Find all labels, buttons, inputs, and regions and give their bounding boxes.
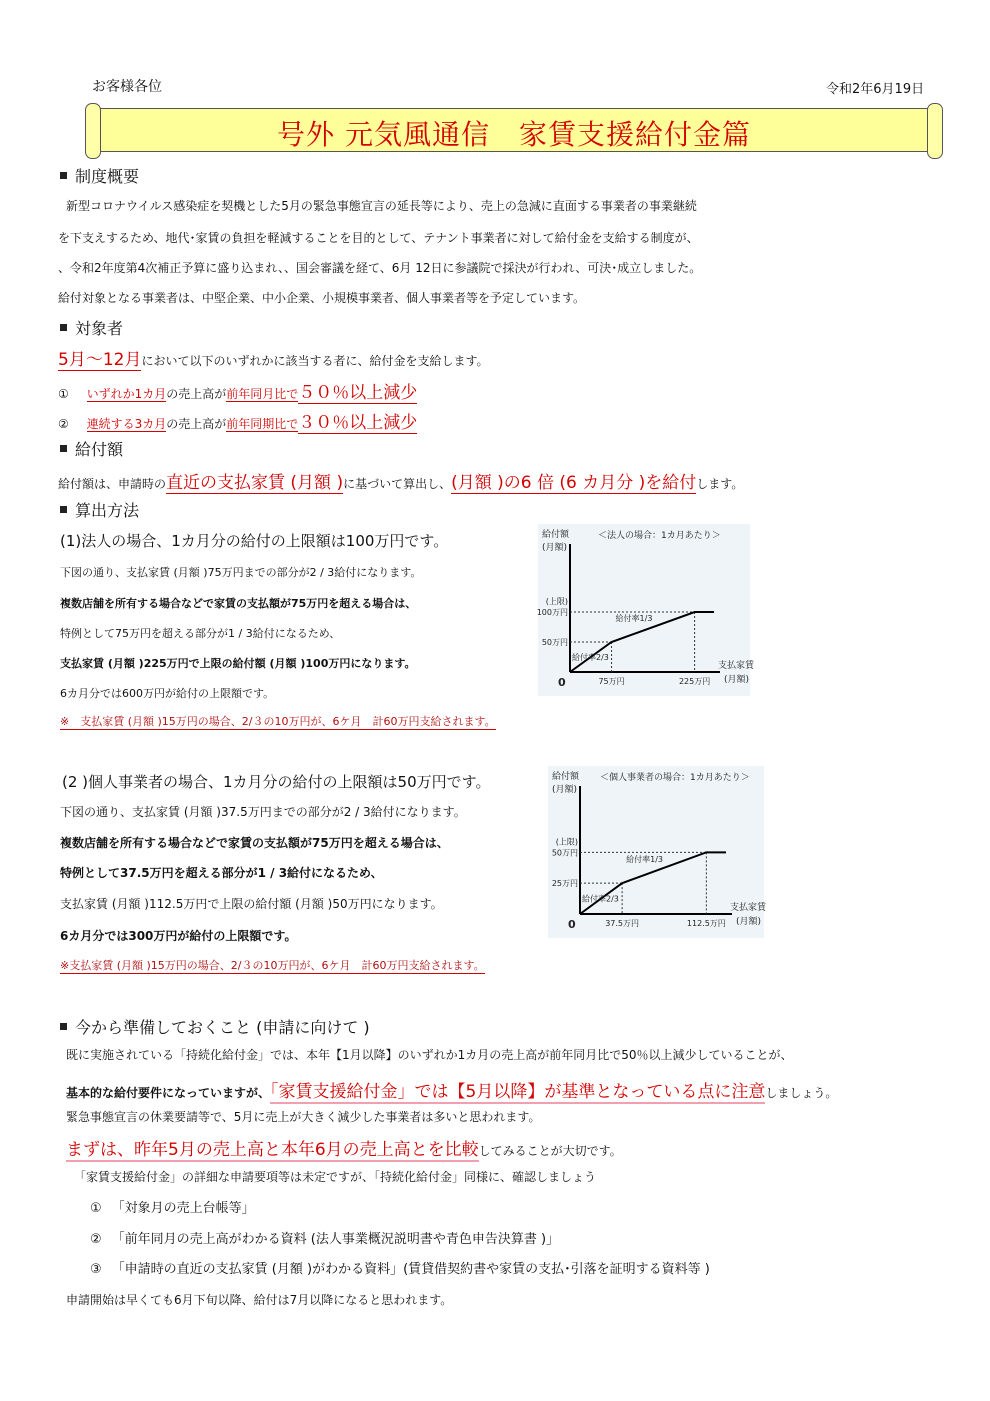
prep-line-3: 緊急事態宣言の休業要請等で、5月に売上が大きく減少した事業者は多いと思われます。 (66, 1110, 541, 1124)
bullet-icon (60, 172, 67, 179)
chart-xtick-high: 112.5万円 (686, 919, 726, 928)
chart-annotation-low: 給付率2/3 (582, 894, 619, 904)
prep-highlight-may: 「家賃支援給付金」では【5月以降】が基準となっている点に注意 (270, 1082, 766, 1102)
chart-ytick-low: 25万円 (551, 879, 578, 889)
checklist-item-1 (90, 1197, 255, 1216)
prep-line-4b: してみることが大切です。 (478, 1144, 622, 1158)
chart-ytick-high: 100万円 (536, 608, 568, 617)
prep-line-2c: しましょう。 (765, 1086, 838, 1100)
checklist-text-3: 「申請時の直近の支払家賃 (月額 )がわかる資料」(賃貸借契約書や家賃の支払･引落を証明する資料等 ) (111, 1262, 710, 1277)
chart-ylabel: 給付額 (552, 772, 580, 782)
chart-ylabel-unit: (月額) (542, 543, 568, 553)
chart-xtick-low: 37.5万円 (605, 919, 640, 928)
corp-note: ※ 支払家賃 (月額 )15万円の場合、2/３の10万円が、6ケ月 計60万円支給されます。 (60, 715, 496, 728)
bullet-icon (60, 324, 67, 331)
section-heading-calculation: 算出方法 (60, 498, 139, 521)
amount-text-a: 給付額は、申請時の (58, 477, 167, 491)
page-title: 号外 元気風通信 家賃支援給付金篇 (277, 118, 751, 151)
corp-title: (1)法人の場合、1カ月分の給付の上限額は100万円です。 (60, 532, 449, 550)
prep-line-5: 「家賃支援給付金」の詳細な申請要項等は未定ですが、「持続化給付金」同様に、確認しましょう (74, 1170, 597, 1184)
item1-threshold: ５０％以上減少 (298, 383, 418, 403)
checklist-item-3 (90, 1258, 710, 1277)
chart-ytick-low: 50万円 (541, 638, 568, 647)
chart-individual (548, 766, 767, 938)
item1-compare: 前年同月比で (226, 387, 299, 401)
indiv-note: ※支払家賃 (月額 )15万円の場合、2/３の10万円が、6ケ月 計60万円支給されます。 (60, 959, 485, 972)
corp-line-3: 特例として75万円を超える部分が1 / 3給付になるため、 (60, 627, 341, 640)
prep-line-2a: 基本的な給付要件になっていますが、 (66, 1086, 271, 1100)
item-number: ② (58, 417, 69, 431)
indiv-line-2: 複数店舗を所有する場合などで家賃の支払額が75万円を超える場合は、 (60, 836, 449, 850)
eligibility-period: 5月～12月 (58, 350, 142, 370)
chart-xlabel: 支払家賃 (730, 903, 767, 913)
corp-line-2: 複数店舗を所有する場合などで家賃の支払額が75万円を超える場合は、 (60, 597, 417, 610)
bullet-icon (60, 445, 67, 452)
chart-xlabel: 支払家賃 (718, 661, 755, 671)
indiv-line-5: 6カ月分では300万円が給付の上限額です。 (60, 929, 297, 943)
prep-line-2 (66, 1077, 837, 1102)
indiv-line-1: 下図の通り、支払家賃 (月額 )37.5万円までの部分が2 / 3給付になります。 (60, 805, 466, 819)
chart-title: ＜個人事業者の場合：1カ月あたり＞ (600, 773, 750, 783)
chart-ylabel-unit: (月額) (552, 785, 578, 795)
item-number: ① (90, 1201, 102, 1216)
chart-title: ＜法人の場合：1カ月あたり＞ (598, 531, 721, 541)
addressee: お客様各位 (92, 79, 162, 95)
chart-individual-svg (548, 766, 767, 938)
indiv-line-3: 特例として37.5万円を超える部分が1 / 3給付になるため、 (60, 866, 383, 880)
prep-line-1: 既に実施されている「持続化給付金」では、本年【1月以降】のいずれか1カ月の売上高が前年同月比で50％以上減少していることが、 (66, 1048, 793, 1062)
document-date: 令和2年6月19日 (826, 82, 925, 97)
item2-text: の売上高が (166, 417, 227, 431)
chart-xtick-high: 225万円 (678, 677, 711, 686)
chart-xlabel-unit: (月額) (736, 917, 762, 927)
amount-text-c: に基づいて算出し、 (343, 477, 452, 491)
prep-line-6: 申請開始は早くても6月下旬以降、給付は7月以降になると思われます。 (66, 1293, 453, 1307)
checklist-item-2 (90, 1228, 559, 1247)
prep-line-4 (66, 1135, 622, 1160)
overview-line-3: 、令和2年度第4次補正予算に盛り込まれ、、国会審議を経て、6月 12日に参議院で採決が行われ、可決･成立しました。 (58, 261, 702, 275)
indiv-title: (2 )個人事業者の場合、1カ月分の給付の上限額は50万円です。 (62, 773, 491, 791)
section-heading-preparation: 今から準備しておくこと (申請に向けて ) (60, 1015, 370, 1038)
corp-line-1: 下図の通り、支払家賃 (月額 )75万円までの部分が2 / 3給付になります。 (60, 566, 422, 579)
item-number: ③ (90, 1262, 102, 1277)
chart-annotation-low: 給付率2/3 (572, 653, 609, 662)
item1-period: いずれか1カ月 (86, 387, 167, 401)
chart-cap-label: (上限) (545, 597, 568, 606)
chart-annotation-high: 給付率1/3 (626, 854, 663, 864)
chart-origin: 0 (558, 676, 566, 689)
amount-line (58, 468, 743, 493)
prep-highlight-compare: まずは、昨年5月の売上高と本年6月の売上高とを比較 (66, 1140, 479, 1160)
item-number: ② (90, 1232, 102, 1247)
section-heading-overview: 制度概要 (60, 164, 139, 187)
chart-xlabel-unit: (月額) (724, 675, 750, 685)
chart-corporate (536, 524, 755, 696)
item1-text: の売上高が (166, 387, 227, 401)
amount-text-e: します。 (696, 477, 744, 491)
section-heading-amount: 給付額 (60, 437, 123, 460)
chart-ylabel: 給付額 (542, 530, 570, 540)
amount-multiple: (月額 )の6 倍 (6 カ月分 )を給付 (451, 473, 697, 493)
eligibility-item-2 (58, 408, 417, 433)
eligibility-lead (58, 345, 489, 370)
corp-line-4: 支払家賃 (月額 )225万円で上限の給付額 (月額 )100万円になります。 (60, 657, 416, 670)
amount-basis: 直近の支払家賃 (月額 ) (166, 473, 344, 493)
chart-origin: 0 (568, 918, 576, 931)
chart-corporate-svg (536, 524, 755, 696)
item2-period: 連続する3カ月 (86, 417, 167, 431)
bullet-icon (60, 506, 67, 513)
overview-line-1: 新型コロナウイルス感染症を契機とした5月の緊急事態宣言の延長等により、売上の急減に直面する事業者の事業継続 (66, 199, 697, 213)
eligibility-lead-text: において以下のいずれかに該当する者に、給付金を支給します。 (141, 354, 489, 368)
section-heading-eligibility: 対象者 (60, 316, 123, 339)
chart-annotation-high: 給付率1/3 (615, 614, 653, 623)
overview-line-2: を下支えするため、地代･家賃の負担を軽減することを目的として、テナント事業者に対して給付金を支給する制度が、 (58, 231, 699, 245)
corp-line-5: 6カ月分では600万円が給付の上限額です。 (60, 687, 275, 700)
bullet-icon (60, 1023, 67, 1030)
checklist-text-1: 「対象月の売上台帳等」 (111, 1201, 255, 1216)
item2-compare: 前年同期比で (226, 417, 299, 431)
item-number: ① (58, 387, 69, 401)
indiv-line-4: 支払家賃 (月額 )112.5万円で上限の給付額 (月額 )50万円になります。 (60, 897, 443, 911)
overview-line-4: 給付対象となる事業者は、中堅企業、中小企業、小規模事業者、個人事業者等を予定しています。 (58, 291, 586, 305)
chart-ytick-high: 50万円 (551, 848, 578, 858)
chart-cap-label: (上限) (555, 837, 578, 847)
checklist-text-2: 「前年同月の売上高がわかる資料 (法人事業概況説明書や青色申告決算書 )」 (111, 1232, 560, 1247)
title-banner (88, 108, 940, 152)
item2-threshold: ３０％以上減少 (298, 413, 418, 433)
eligibility-item-1 (58, 378, 417, 403)
chart-xtick-low: 75万円 (598, 677, 625, 686)
